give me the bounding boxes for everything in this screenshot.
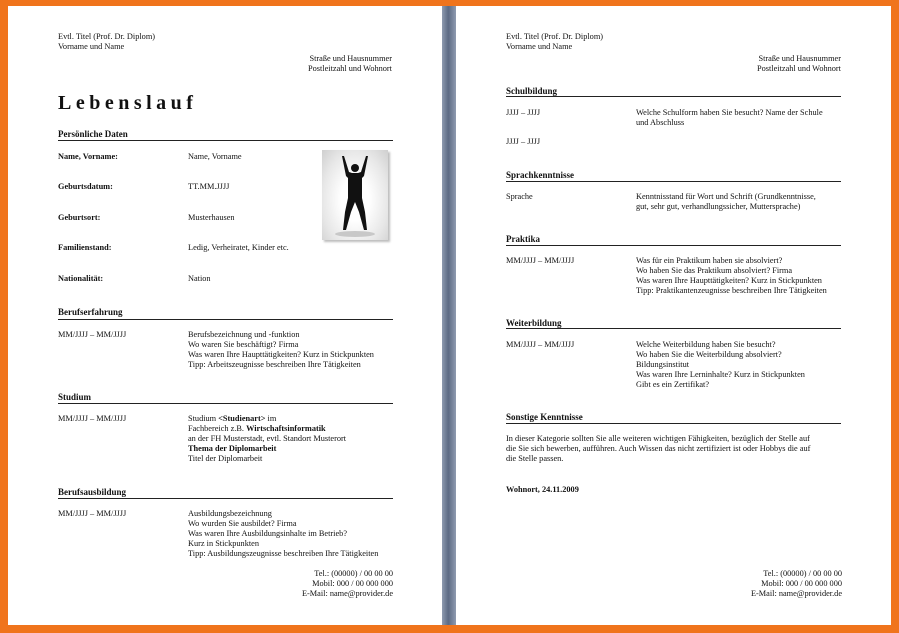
experience-line: Tipp: Arbeitszeugnisse beschreiben Ihre Tätigkeiten (188, 360, 361, 369)
contact-tel: Tel.: (00000) / 00 00 00 (763, 569, 842, 578)
training-line: Wo wurden Sie ausbildet? Firma (188, 519, 297, 528)
language-text-1: Kenntnisstand für Wort und Schrift (Grundkenntnisse, (636, 192, 816, 201)
experience-date: MM/JJJJ – MM/JJJJ (58, 330, 127, 339)
training-line: Was waren Ihre Ausbildungsinhalte im Betrieb? (188, 529, 348, 538)
further-line: Wo haben Sie die Weiterbildung absolviert? (636, 350, 782, 359)
personal-label-marital: Familienstand: (58, 243, 112, 252)
study-field: Wirtschaftsinformatik (246, 424, 326, 433)
study-type-suffix: im (265, 414, 277, 423)
section-heading-experience: Berufserfahrung (58, 307, 123, 317)
further-line: Gibt es ein Zertifikat? (636, 380, 710, 389)
section-heading-internships: Praktika (506, 234, 541, 244)
further-line: Bildungsinstitut (636, 360, 690, 369)
internship-line: Was für ein Praktikum haben sie absolviert? (636, 256, 783, 265)
contact-tel: Tel.: (00000) / 00 00 00 (314, 569, 393, 578)
experience-line: Wo waren Sie beschäftigt? Firma (188, 340, 299, 349)
person-silhouette-icon (322, 150, 388, 240)
cv-page-2 (456, 6, 891, 625)
contact-mobil: Mobil: 000 / 00 000 000 (312, 579, 393, 588)
header-street: Straße und Hausnummer (758, 54, 841, 63)
internship-date: MM/JJJJ – MM/JJJJ (506, 256, 575, 265)
section-rule (58, 140, 393, 141)
contact-mobil: Mobil: 000 / 00 000 000 (761, 579, 842, 588)
further-line: Was waren Ihre Lerninhalte? Kurz in Stickpunkten (636, 370, 805, 379)
section-rule (506, 328, 841, 329)
study-thesis-title: Titel der Diplomarbeit (188, 454, 263, 463)
other-line: In dieser Kategorie sollten Sie alle weiteren wichtigen Fähigkeiten, bezüglich der Stelle auf (506, 434, 810, 443)
training-line: Tipp: Ausbildungszeugnisse beschreiben Ihre Tätigkeiten (188, 549, 379, 558)
other-line: die Sie sich bewerben, aufführen. Auch Wissen das nicht zertifiziert ist oder Hobbys die auf (506, 444, 811, 453)
study-thesis-topic: Thema der Diplomarbeit (188, 444, 277, 453)
school-text-1: Welche Schulform haben Sie besucht? Name der Schule (636, 108, 823, 117)
section-rule (506, 423, 841, 424)
internship-line: Wo haben Sie das Praktikum absolviert? Firma (636, 266, 793, 275)
section-rule (506, 245, 841, 246)
other-line: die Stelle passen. (506, 454, 564, 463)
section-rule (506, 96, 841, 97)
page-gutter (442, 6, 456, 625)
section-rule (58, 403, 393, 404)
personal-value-birthplace: Musterhausen (188, 213, 235, 222)
place-and-date: Wohnort, 24.11.2009 (506, 485, 579, 494)
header-name-line: Vorname und Name (58, 42, 125, 51)
personal-label-name: Name, Vorname: (58, 152, 118, 161)
training-line: Kurz in Stickpunkten (188, 539, 259, 548)
language-text-2: gut, sehr gut, verhandlungssicher, Muttersprache) (636, 202, 801, 211)
document-title: Lebenslauf (58, 92, 198, 114)
study-line-2 (188, 424, 326, 434)
training-line: Ausbildungsbezeichnung (188, 509, 272, 518)
header-name-line: Vorname und Name (506, 42, 573, 51)
study-field-prefix: Fachbereich z.B. (188, 424, 247, 433)
personal-value-birthdate: TT.MM.JJJJ (188, 182, 230, 191)
contact-email: E-Mail: name@provider.de (301, 589, 393, 598)
study-type-prefix: Studium (188, 414, 219, 423)
personal-label-birthdate: Geburtsdatum: (58, 182, 113, 191)
section-rule (506, 181, 841, 182)
personal-value-name: Name, Vorname (188, 152, 242, 161)
header-postal: Postleitzahl und Wohnort (308, 64, 392, 73)
study-date: MM/JJJJ – MM/JJJJ (58, 414, 127, 423)
header-street: Straße und Hausnummer (309, 54, 392, 63)
training-date: MM/JJJJ – MM/JJJJ (58, 509, 127, 518)
header-title-line: Evtl. Titel (Prof. Dr. Diplom) (58, 32, 156, 41)
personal-label-nationality: Nationalität: (58, 274, 104, 283)
further-date: MM/JJJJ – MM/JJJJ (506, 340, 575, 349)
section-heading-other-skills: Sonstige Kenntnisse (506, 412, 583, 422)
header-title-line: Evtl. Titel (Prof. Dr. Diplom) (506, 32, 604, 41)
personal-label-birthplace: Geburtsort: (58, 213, 101, 222)
study-line-3: an der FH Musterstadt, evtl. Standort Musterort (188, 434, 347, 443)
profile-photo (322, 150, 388, 240)
section-rule (58, 498, 393, 499)
experience-line: Was waren Ihre Haupttätigkeiten? Kurz in Stickpunkten (188, 350, 374, 359)
experience-line: Berufsbezeichnung und -funktion (188, 330, 300, 339)
section-heading-personal: Persönliche Daten (58, 129, 128, 139)
section-heading-school: Schulbildung (506, 86, 558, 96)
study-line-1 (188, 414, 276, 424)
contact-email: E-Mail: name@provider.de (750, 589, 842, 598)
school-text-2: und Abschluss (636, 118, 685, 127)
header-postal: Postleitzahl und Wohnort (757, 64, 841, 73)
internship-line: Tipp: Praktikantenzeugnisse beschreiben Ihre Tätigkeiten (636, 286, 827, 295)
language-label: Sprache (506, 192, 533, 201)
section-heading-languages: Sprachkenntnisse (506, 170, 575, 180)
personal-value-marital: Ledig, Verheiratet, Kinder etc. (188, 243, 289, 252)
internship-line: Was waren Ihre Haupttätigkeiten? Kurz in Stickpunkten (636, 276, 822, 285)
section-heading-study: Studium (58, 392, 92, 402)
section-heading-further-training: Weiterbildung (506, 318, 562, 328)
section-heading-training: Berufsausbildung (58, 487, 127, 497)
study-type: <Studienart> (218, 414, 266, 423)
further-line: Welche Weiterbildung haben Sie besucht? (636, 340, 776, 349)
cv-page-1 (8, 6, 442, 625)
school-date-1: JJJJ – JJJJ (506, 108, 541, 117)
school-date-2: JJJJ – JJJJ (506, 137, 541, 146)
personal-value-nationality: Nation (188, 274, 211, 283)
section-rule (58, 319, 393, 320)
